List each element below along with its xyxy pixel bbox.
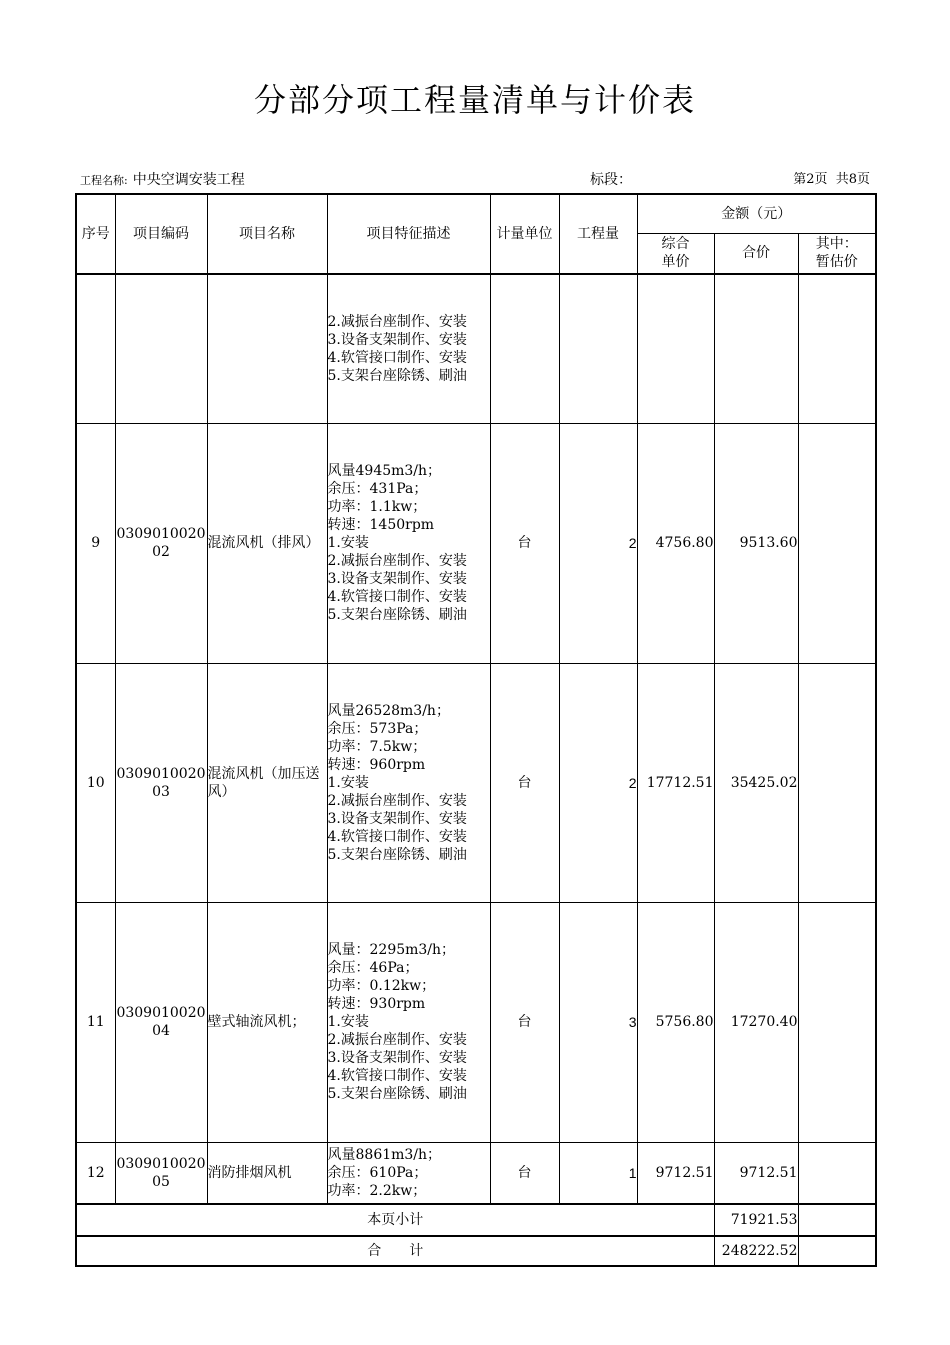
row-index: 12 [76, 1142, 115, 1204]
row-total-price: 9513.60 [714, 423, 798, 663]
row-estimated [798, 423, 876, 663]
row-features: 风量8861m3/h； 余压：610Pa； 功率：2.2kw； [327, 1142, 490, 1204]
row-unit: 台 [490, 902, 559, 1142]
row-unit: 台 [490, 1142, 559, 1204]
row-estimated [798, 902, 876, 1142]
page-info: 第2页 共8页 [793, 172, 870, 187]
row-total-price [714, 274, 798, 423]
row-name: 壁式轴流风机； [207, 902, 327, 1142]
table-row [76, 274, 876, 423]
row-total-price: 35425.02 [714, 663, 798, 902]
header-index: 序号 [76, 194, 115, 274]
row-name: 混流风机（排风） [207, 423, 327, 663]
header-total-price: 合价 [714, 233, 798, 274]
row-quantity: 3 [559, 902, 637, 1142]
section-label: 标段： [590, 172, 632, 188]
row-code: 030901002002 [115, 423, 207, 663]
row-quantity [559, 274, 637, 423]
row-index [76, 274, 115, 423]
row-estimated [798, 274, 876, 423]
page-subtotal-row [76, 1204, 876, 1236]
row-unit-price [637, 274, 714, 423]
row-features: 风量4945m3/h； 余压：431Pa； 功率：1.1kw； 转速：1450rpm 1.安装 2.减振台座制作、安装 3.设备支架制作、安装 4.软管接口制作、安装 5.支架台座除锈、刷油 [327, 423, 490, 663]
header-name: 项目名称 [207, 194, 327, 274]
row-name [207, 274, 327, 423]
page-subtotal-label: 本页小计 [76, 1204, 714, 1236]
table-row [76, 423, 876, 663]
project-info [80, 171, 245, 189]
table-header [76, 194, 876, 274]
bill-of-quantities-table [75, 193, 877, 1267]
row-unit-price: 9712.51 [637, 1142, 714, 1204]
project-name-label: 工程名称: [80, 174, 128, 187]
row-quantity: 2 [559, 423, 637, 663]
row-index: 10 [76, 663, 115, 902]
row-code: 030901002005 [115, 1142, 207, 1204]
row-estimated [798, 1142, 876, 1204]
row-quantity: 2 [559, 663, 637, 902]
header-unit: 计量单位 [490, 194, 559, 274]
row-unit [490, 274, 559, 423]
grand-total-estimated [798, 1236, 876, 1266]
table-row [76, 663, 876, 902]
row-name: 混流风机（加压送风） [207, 663, 327, 902]
row-unit-price: 5756.80 [637, 902, 714, 1142]
row-code: 030901002004 [115, 902, 207, 1142]
table-row [76, 1142, 876, 1204]
header-quantity: 工程量 [559, 194, 637, 274]
row-total-price: 17270.40 [714, 902, 798, 1142]
grand-total-row [76, 1236, 876, 1266]
page-subtotal-value: 71921.53 [714, 1204, 798, 1236]
header-row-top [76, 194, 876, 233]
row-unit-price: 17712.51 [637, 663, 714, 902]
row-index: 9 [76, 423, 115, 663]
row-features: 2.减振台座制作、安装 3.设备支架制作、安装 4.软管接口制作、安装 5.支架台座除锈、刷油 [327, 274, 490, 423]
header-amount-group: 金额（元） [637, 194, 876, 233]
header-features: 项目特征描述 [327, 194, 490, 274]
row-features: 风量26528m3/h； 余压：573Pa； 功率：7.5kw； 转速：960rpm 1.安装 2.减振台座制作、安装 3.设备支架制作、安装 4.软管接口制作、安装 5.支架台座除锈、刷油 [327, 663, 490, 902]
row-name: 消防排烟风机 [207, 1142, 327, 1204]
page-title: 分部分项工程量清单与计价表 [253, 81, 696, 119]
row-unit: 台 [490, 423, 559, 663]
header-estimated: 其中： 暂估价 [798, 233, 876, 274]
table-row [76, 902, 876, 1142]
header-code: 项目编码 [115, 194, 207, 274]
row-code: 030901002003 [115, 663, 207, 902]
table-body [76, 274, 876, 1266]
row-unit-price: 4756.80 [637, 423, 714, 663]
grand-total-label: 合 计 [76, 1236, 714, 1266]
header-unit-price: 综合 单价 [637, 233, 714, 274]
row-unit: 台 [490, 663, 559, 902]
page-subtotal-estimated [798, 1204, 876, 1236]
row-code [115, 274, 207, 423]
row-index: 11 [76, 902, 115, 1142]
grand-total-value: 248222.52 [714, 1236, 798, 1266]
row-estimated [798, 663, 876, 902]
row-features: 风量：2295m3/h； 余压：46Pa； 功率：0.12kw； 转速：930rpm 1.安装 2.减振台座制作、安装 3.设备支架制作、安装 4.软管接口制作、安装 5.支架台座除锈、刷油 [327, 902, 490, 1142]
row-total-price: 9712.51 [714, 1142, 798, 1204]
row-quantity: 1 [559, 1142, 637, 1204]
project-name-value: 中央空调安装工程 [132, 172, 245, 188]
